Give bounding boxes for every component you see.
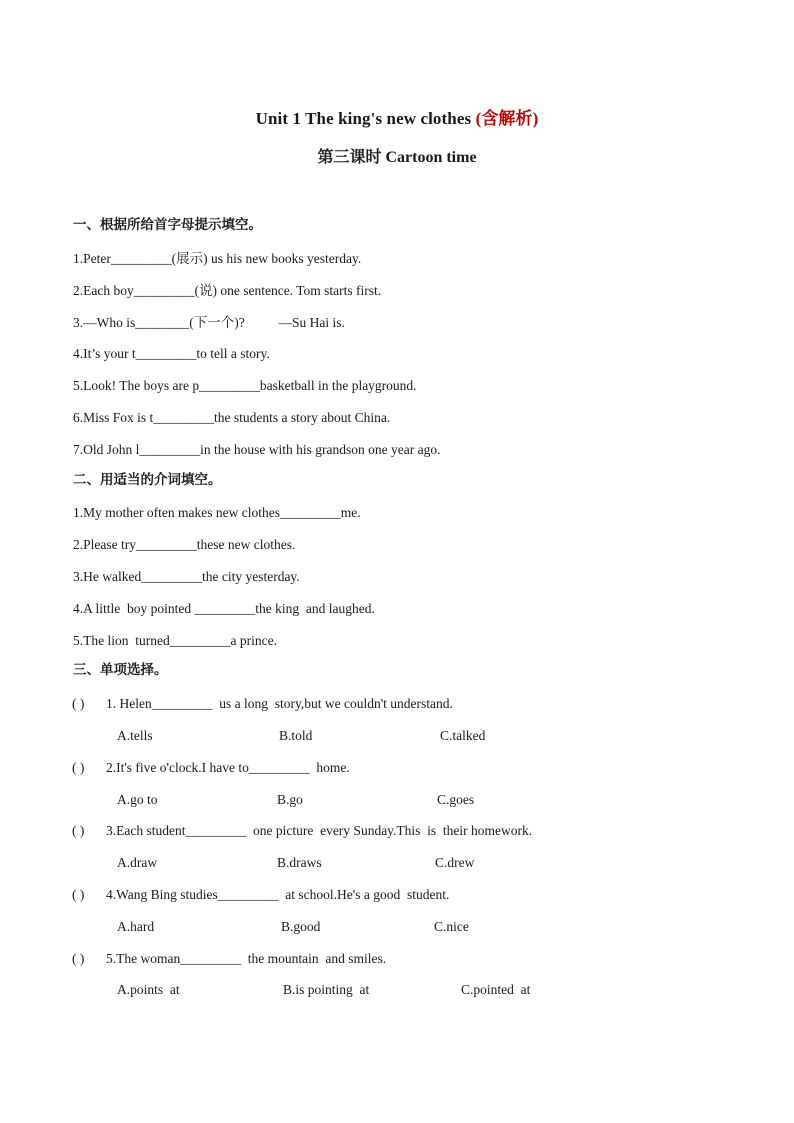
s2-item-2: 2.Please try_________these new clothes. <box>73 537 296 552</box>
mc-2-option-c: C.goes <box>437 792 475 807</box>
s2-item-3: 3.He walked_________the city yesterday. <box>73 569 300 584</box>
mc-3-option-b: B.draws <box>277 855 322 870</box>
mc-2-option-b: B.go <box>277 792 303 807</box>
s1-item-6: 6.Miss Fox is t_________the students a story about China. <box>73 410 391 425</box>
mc-1-stem: 1. Helen_________ us a long story,but we couldn't understand. <box>106 696 453 711</box>
mc-2-answer-paren[interactable]: ( ) <box>72 760 85 775</box>
mc-5-option-b: B.is pointing at <box>283 982 370 997</box>
mc-2-stem: 2.It's five o'clock.I have to_________ home. <box>106 760 350 775</box>
mc-4-stem: 4.Wang Bing studies_________ at school.He's a good student. <box>106 887 450 902</box>
s1-item-7: 7.Old John l_________in the house with his grandson one year ago. <box>73 442 441 457</box>
mc-1-option-c: C.talked <box>440 728 486 743</box>
mc-4-answer-paren[interactable]: ( ) <box>72 887 85 902</box>
mc-1-answer-paren[interactable]: ( ) <box>72 696 85 711</box>
s1-item-5: 5.Look! The boys are p_________basketball in the playground. <box>73 378 417 393</box>
section-3-heading: 三、单项选择。 <box>73 662 168 677</box>
page-subtitle: 第三课时 Cartoon time <box>317 149 477 166</box>
title-main: Unit 1 The king's new clothes <box>255 109 476 128</box>
s1-item-4: 4.It’s your t_________to tell a story. <box>73 346 270 361</box>
mc-3-stem: 3.Each student_________ one picture every Sunday.This is their homework. <box>106 823 533 838</box>
s1-item-1: 1.Peter_________(展示) us his new books yesterday. <box>73 251 362 266</box>
mc-5-stem: 5.The woman_________ the mountain and smiles. <box>106 951 387 966</box>
mc-1-option-b: B.told <box>279 728 313 743</box>
page-title <box>0 104 794 129</box>
mc-4-option-c: C.nice <box>434 919 469 934</box>
mc-3-option-a: A.draw <box>117 855 158 870</box>
mc-3-answer-paren[interactable]: ( ) <box>72 823 85 838</box>
section-1-heading: 一、根据所给首字母提示填空。 <box>73 217 262 232</box>
mc-4-option-b: B.good <box>281 919 321 934</box>
title-suffix: (含解析) <box>475 109 539 128</box>
mc-5-answer-paren[interactable]: ( ) <box>72 951 85 966</box>
s1-item-3: 3.—Who is________(下一个)? —Su Hai is. <box>73 315 345 330</box>
mc-5-option-c: C.pointed at <box>461 982 531 997</box>
s2-item-5: 5.The lion turned_________a prince. <box>73 633 277 648</box>
section-2-heading: 二、用适当的介词填空。 <box>73 472 222 487</box>
s2-item-1: 1.My mother often makes new clothes_________me. <box>73 505 361 520</box>
mc-2-option-a: A.go to <box>117 792 158 807</box>
mc-1-option-a: A.tells <box>117 728 153 743</box>
mc-3-option-c: C.drew <box>435 855 475 870</box>
s1-item-2: 2.Each boy_________(说) one sentence. Tom starts first. <box>73 283 382 298</box>
mc-4-option-a: A.hard <box>117 919 155 934</box>
s2-item-4: 4.A little boy pointed _________the king and laughed. <box>73 601 375 616</box>
mc-5-option-a: A.points at <box>117 982 180 997</box>
